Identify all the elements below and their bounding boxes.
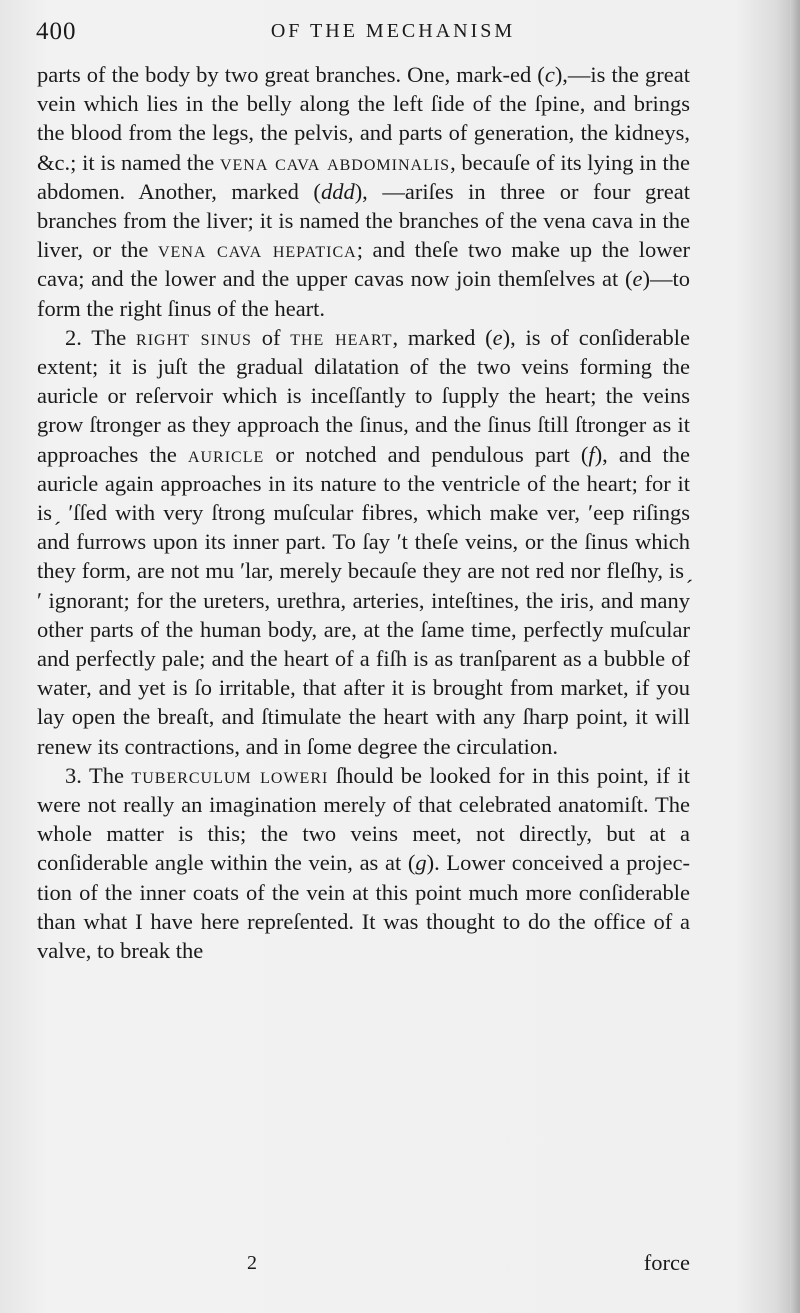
signature-mark: 2 [247, 1252, 257, 1274]
small-caps-term: right sinus [136, 324, 252, 350]
text-run: of [251, 324, 291, 350]
text-run: parts of the body by two great branches. One, mark-ed ( [37, 62, 545, 87]
text-run: 3. The [65, 762, 132, 788]
text-run: ; and theſe two make up the lower cava; and the lower and the upper cavas now join themſelves at ( [37, 237, 691, 292]
italic-reference: g [415, 850, 427, 876]
text-run: ), is of conſiderable extent; it is juſt the gradual dilatation of the two veins forming the auricle or reſervoir which is inceſſantly to ſupply the heart; the veins grow ſtronger as they approach the ſinus, and the ſinus ſtill ſtronger as it approaches the [37, 324, 691, 467]
page-footer [37, 1250, 690, 1280]
text-run: 2. The [65, 324, 137, 350]
page-number: 400 [36, 18, 77, 45]
text-run: ſhould be looked for in this point, if it were not really an imagination merely of that celebrated anatomiſt. The whole matter is this; the two veins meet, not directly, but at a conſiderable angle within the vein, as at ( [37, 762, 691, 876]
text-run: ), —ariſes in three or four great branches from the liver; it is named the branches of the vena cava in the liver, or the [37, 178, 690, 263]
page-header [36, 14, 690, 48]
text-run: ),—is the great vein which lies in the belly along the left ſide of the ſpine, and brings the blood from the legs, the pelvis, and parts of generation, the kidneys, &c.; it is named the [37, 62, 690, 175]
italic-reference: f [588, 441, 595, 467]
text-run: , becauſe of its lying in the abdomen. Another, marked ( [37, 149, 690, 204]
running-head: OF THE MECHANISM [270, 20, 516, 42]
paragraph [37, 323, 690, 761]
text-run: ), and the auricle again approaches in its nature to the ventricle of the heart; for it is ̗ ʹſſed with very ſtrong muſcular fibres, which make ver, ʹeep riſings and furrows upon its inner part. To ſay ʹt theſe veins, or the ſinus which they form, are not mu ʹlar, merely becauſe they are not red nor fleſhy, is ̗ ʹ ignorant; for the ureters, urethra, arteries, inteſtines, the iris, and many other parts of the human body, are, at the ſame time, perfectly muſcular and perfectly pale; and the heart of a fiſh is as tranſparent as a bubble of water, and yet is ſo irritable, that after it is brought from market, if you lay open the breaſt, and ſtimulate the heart with any ſharp point, it will renew its contractions, and in ſome degree the circulation. [37, 441, 691, 759]
text-run: )—to form the right ſinus of the heart. [37, 266, 690, 321]
body-text [37, 60, 690, 965]
paragraph [37, 761, 690, 965]
catchword: force [643, 1250, 690, 1275]
paragraph [37, 60, 690, 323]
italic-reference: ddd [320, 178, 355, 204]
small-caps-term: auricle [187, 441, 265, 467]
small-caps-term: the heart [290, 324, 393, 350]
small-caps-term: vena cava hepatica [157, 237, 357, 263]
italic-reference: e [632, 266, 643, 292]
page-edge [790, 0, 800, 1313]
text-run: or notched and pendulous part ( [264, 441, 589, 467]
italic-reference: c [544, 62, 555, 87]
italic-reference: e [492, 324, 503, 350]
text-run: , marked ( [392, 324, 493, 350]
small-caps-term: tuberculum loweri [131, 762, 329, 788]
small-caps-term: vena cava abdominalis [219, 149, 451, 175]
text-run: ). Lower conceived a projec-tion of the inner coats of the vein at this point much more conſiderable than what I have here repreſented. It was thought to do the office of a valve, to break the [37, 850, 691, 964]
